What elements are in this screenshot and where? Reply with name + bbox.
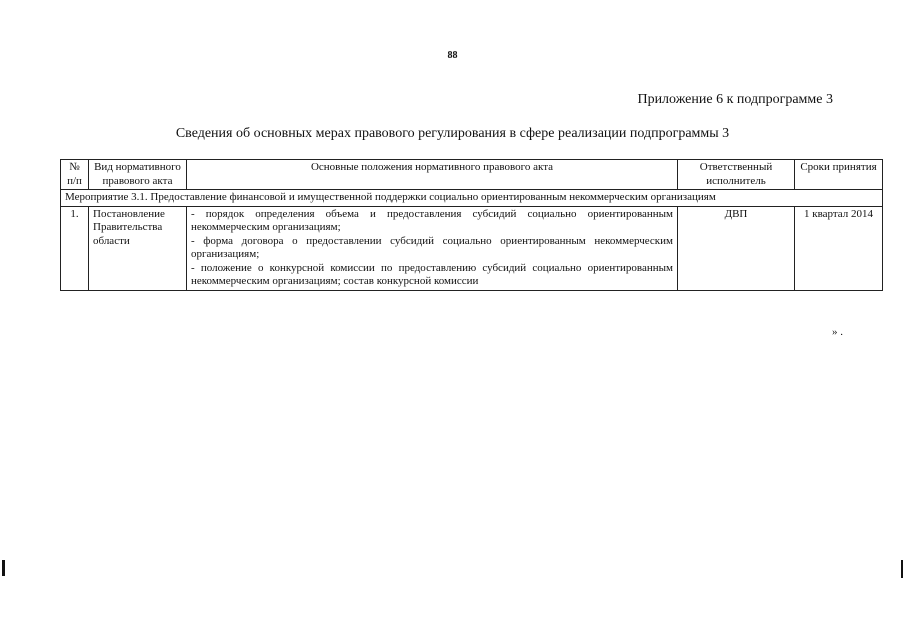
legal-measures-table	[60, 159, 883, 291]
row-provisions	[187, 206, 678, 290]
page-number: 88	[447, 50, 458, 61]
table-row	[61, 206, 883, 290]
row-act-kind: Постановление Правительства области	[89, 206, 187, 290]
closing-quote-mark: » .	[832, 326, 843, 338]
header-term: Сроки принятия	[795, 160, 883, 190]
header-act-kind: Вид нормативного правового акта	[89, 160, 187, 190]
row-responsible: ДВП	[678, 206, 795, 290]
header-number: № п/п	[61, 160, 89, 190]
header-main-provisions: Основные положения нормативного правового акта	[187, 160, 678, 190]
provision-item: - форма договора о предоставлении субсидий социально ориентированным некоммерческим организациям;	[191, 234, 673, 260]
scan-edge-mark-left	[2, 560, 5, 576]
row-number: 1.	[61, 206, 89, 290]
appendix-label: Приложение 6 к подпрограмме 3	[637, 92, 833, 107]
section-title: Мероприятие 3.1. Предоставление финансовой и имущественной поддержки социально ориентированным некоммерческим организациям	[61, 190, 883, 207]
section-row	[61, 190, 883, 207]
provision-item: - положение о конкурсной комиссии по предоставлению субсидий социально ориентированным некоммерческим организациям; состав конкурсной комиссии	[191, 261, 673, 287]
row-term: 1 квартал 2014	[795, 206, 883, 290]
header-responsible: Ответственный исполнитель	[678, 160, 795, 190]
table-header-row	[61, 160, 883, 190]
document-title: Сведения об основных мерах правового регулирования в сфере реализации подпрограммы 3	[175, 126, 730, 141]
provision-item: - порядок определения объема и предоставления субсидий социально ориентированным некоммерческим организациям;	[191, 207, 673, 233]
scan-edge-mark-right	[901, 560, 903, 578]
